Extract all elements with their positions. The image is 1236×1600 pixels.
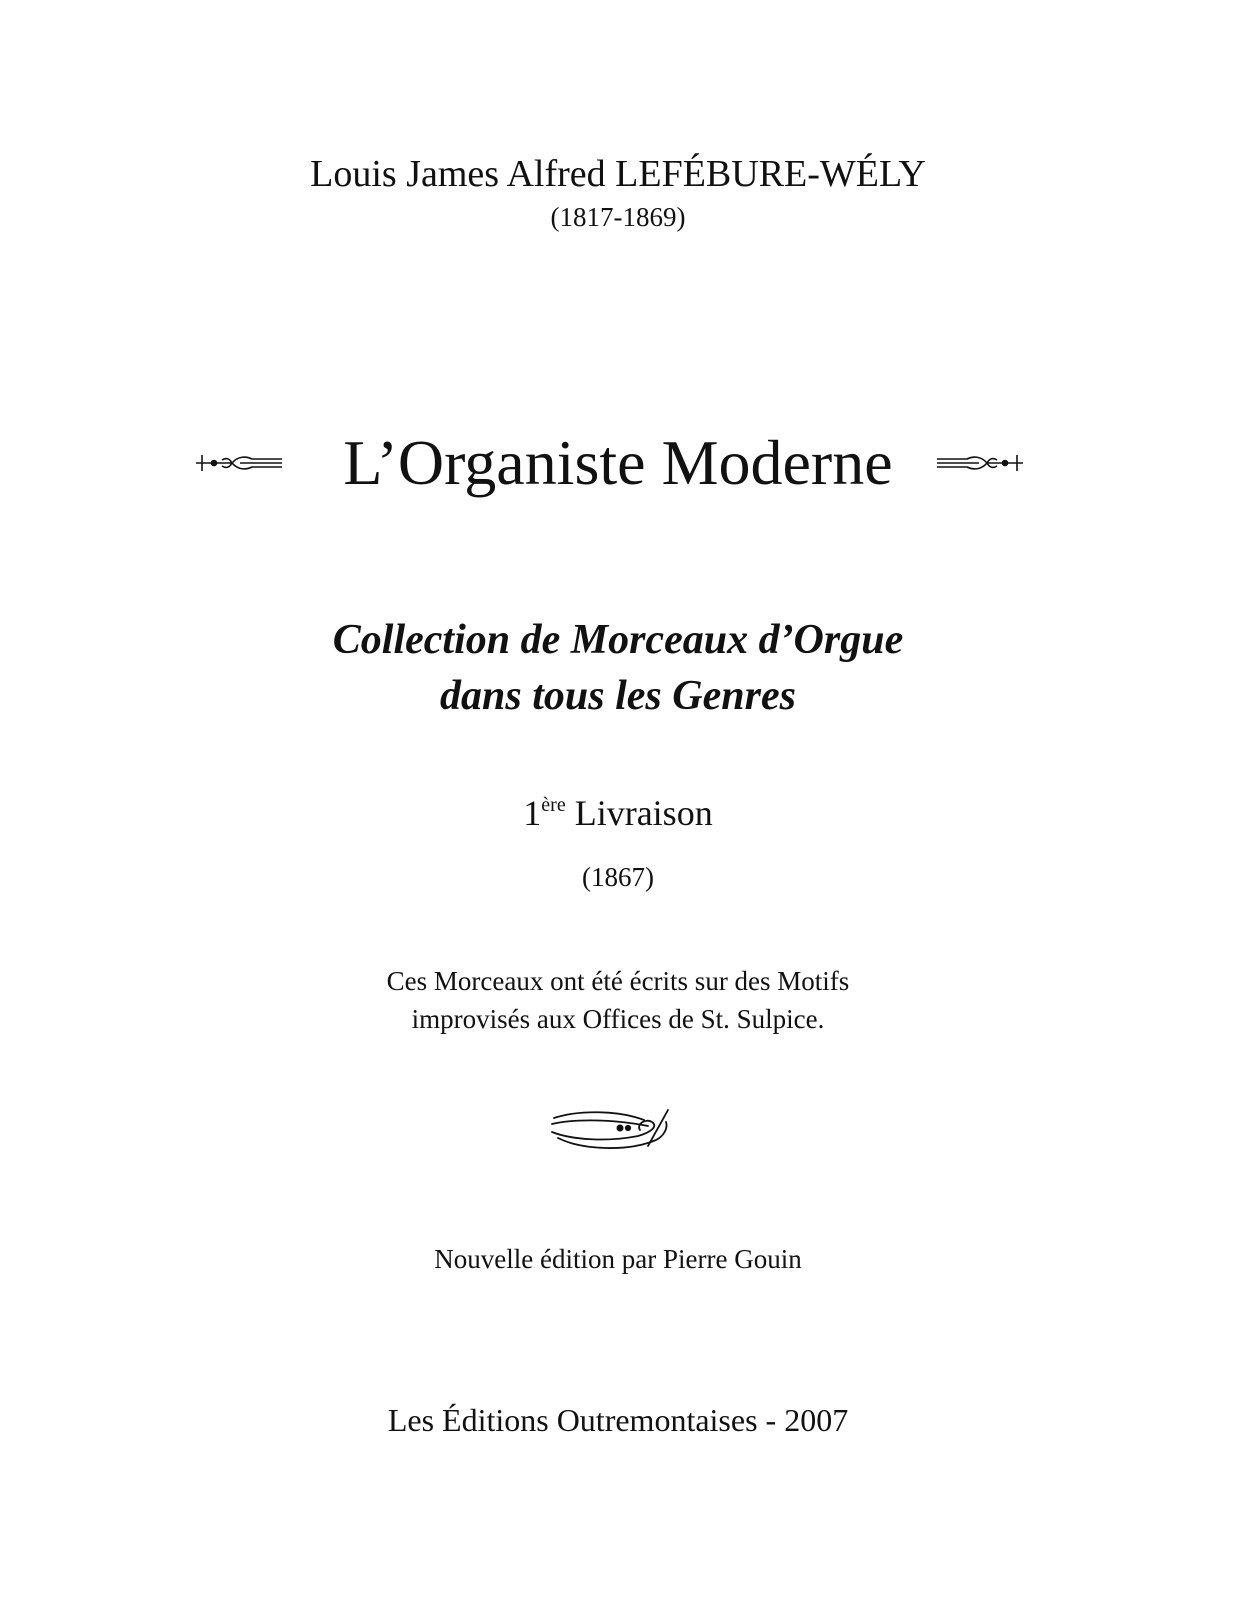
note-line-1: Ces Morceaux ont été écrits sur des Motifs <box>386 966 850 996</box>
livraison-number: 1 <box>523 793 542 833</box>
note-line-2: improvisés aux Offices de St. Sulpice. <box>411 1004 825 1034</box>
publisher-line: Les Éditions Outremontaises - 2007 <box>387 1402 849 1438</box>
edition-credit: Nouvelle édition par Pierre Gouin <box>434 1244 802 1274</box>
calligraphic-flourish-icon <box>548 1106 672 1154</box>
livraison-label: Livraison <box>565 793 713 833</box>
livraison-heading <box>0 792 1236 834</box>
publication-year: (1867) <box>582 862 654 892</box>
subtitle-line-2: dans tous les Genres <box>440 673 796 719</box>
livraison-suffix: ère <box>541 794 566 816</box>
main-title: L’Organiste Moderne <box>343 427 893 498</box>
title-row <box>0 418 1236 508</box>
composer-name: Louis James Alfred LEFÉBURE-WÉLY <box>310 153 926 195</box>
scroll-ornament-right-icon <box>935 448 1027 478</box>
composer-dates: (1817-1869) <box>550 202 686 232</box>
subtitle-line-1: Collection de Morceaux d’Orgue <box>332 617 904 663</box>
